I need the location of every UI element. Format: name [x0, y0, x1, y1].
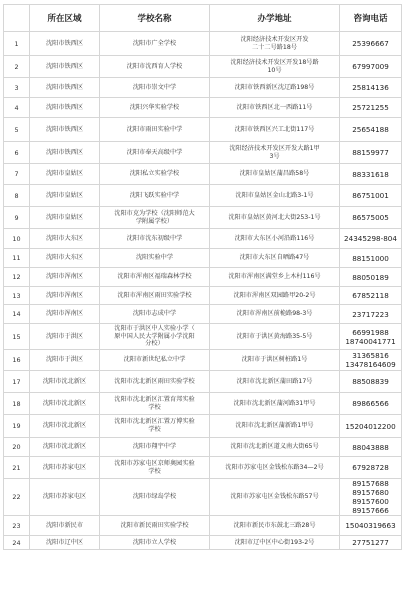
- school-name-cell: 沈阳市绿岛学校: [100, 479, 210, 516]
- phone-cell: 25654188: [340, 118, 402, 142]
- table-row: [4, 371, 402, 393]
- school-name-cell: 沈阳兴华实验学校: [100, 98, 210, 118]
- address-cell: 沈阳市沈北新区蒲田路17号: [210, 371, 340, 393]
- address-cell: 沈阳市铁西新区沈辽路198号: [210, 78, 340, 98]
- school-name-cell: 沈阳市沈西育人学校: [100, 56, 210, 78]
- school-name-cell: 沈阳飞跃实验中学: [100, 185, 210, 207]
- index-cell: 3: [4, 78, 30, 98]
- address-cell: 沈阳市浑南区双园路甲20-2号: [210, 287, 340, 305]
- address-cell: 沈阳市浑南区前桅路98-3号: [210, 305, 340, 324]
- index-cell: 10: [4, 229, 30, 249]
- table-row: [4, 229, 402, 249]
- header-index: [4, 5, 30, 32]
- address-cell: 沈阳市铁西区北一西路11号: [210, 98, 340, 118]
- address-cell: 沈阳市苏家屯区金钱松东路57号: [210, 479, 340, 516]
- index-cell: 21: [4, 457, 30, 479]
- table-row: [4, 268, 402, 287]
- header-address: 办学地址: [210, 5, 340, 32]
- index-cell: 12: [4, 268, 30, 287]
- address-cell: 沈阳市浑南区满堂乡上木村116号: [210, 268, 340, 287]
- school-name-cell: 沈阳市沈东初级中学: [100, 229, 210, 249]
- table-row: [4, 56, 402, 78]
- index-cell: 2: [4, 56, 30, 78]
- district-cell: 沈阳市沈北新区: [30, 371, 100, 393]
- address-cell: 沈阳市皇姑区金山北路3-1号: [210, 185, 340, 207]
- table-header-row: [4, 5, 402, 32]
- phone-cell: 88151000: [340, 249, 402, 268]
- phone-cell: 25721255: [340, 98, 402, 118]
- index-cell: 9: [4, 207, 30, 229]
- school-name-cell: 沈阳市沈北新区汇置育邦实验 学校: [100, 393, 210, 415]
- address-cell: 沈阳市沈北新区道义南大街65号: [210, 438, 340, 457]
- district-cell: 沈阳市沈北新区: [30, 415, 100, 438]
- address-cell: 沈阳市铁西区兴工北街117号: [210, 118, 340, 142]
- address-cell: 沈阳市辽中区中心街193-2号: [210, 536, 340, 550]
- school-name-cell: 沈阳市翔宇中学: [100, 438, 210, 457]
- index-cell: 6: [4, 142, 30, 164]
- table-row: [4, 438, 402, 457]
- phone-cell: 66991988 18740041771: [340, 324, 402, 350]
- address-cell: 沈阳市新民市东鼓北三路28号: [210, 516, 340, 536]
- phone-cell: 67997009: [340, 56, 402, 78]
- district-cell: 沈阳市铁西区: [30, 56, 100, 78]
- district-cell: 沈阳市大东区: [30, 249, 100, 268]
- phone-cell: 15204012200: [340, 415, 402, 438]
- district-cell: 沈阳市于洪区: [30, 324, 100, 350]
- index-cell: 24: [4, 536, 30, 550]
- school-name-cell: 沈阳市雨田实验中学: [100, 118, 210, 142]
- address-cell: 沈阳市沈北新区蒲河路31甲号: [210, 393, 340, 415]
- school-name-cell: 沈阳市沈北新区汇置万博实验 学校: [100, 415, 210, 438]
- phone-cell: 24345298-804: [340, 229, 402, 249]
- district-cell: 沈阳市铁西区: [30, 78, 100, 98]
- header-district: 所在区域: [30, 5, 100, 32]
- address-cell: 沈阳市苏家屯区金钱松东路34—2号: [210, 457, 340, 479]
- district-cell: 沈阳市苏家屯区: [30, 479, 100, 516]
- district-cell: 沈阳市新民市: [30, 516, 100, 536]
- phone-cell: 88331618: [340, 164, 402, 185]
- index-cell: 5: [4, 118, 30, 142]
- index-cell: 4: [4, 98, 30, 118]
- school-name-cell: 沈阳市沈北新区雨田实验学校: [100, 371, 210, 393]
- school-name-cell: 沈阳市苏家屯区京师奥园实验 学校: [100, 457, 210, 479]
- phone-cell: 88050189: [340, 268, 402, 287]
- index-cell: 20: [4, 438, 30, 457]
- school-name-cell: 沈阳市志成中学: [100, 305, 210, 324]
- district-cell: 沈阳市浑南区: [30, 305, 100, 324]
- table-row: [4, 457, 402, 479]
- school-name-cell: 沈阳市于洪区中人实验小学（ 原中国人民大学附属小学沈阳 分校）: [100, 324, 210, 350]
- district-cell: 沈阳市沈北新区: [30, 393, 100, 415]
- school-name-cell: 沈阳市新世纪私立中学: [100, 350, 210, 371]
- phone-cell: 86575005: [340, 207, 402, 229]
- phone-cell: 15040319663: [340, 516, 402, 536]
- school-table: [3, 4, 402, 550]
- district-cell: 沈阳市皇姑区: [30, 164, 100, 185]
- district-cell: 沈阳市浑南区: [30, 268, 100, 287]
- table-row: [4, 287, 402, 305]
- table-row: [4, 32, 402, 56]
- school-list-sheet: [3, 4, 403, 604]
- school-name-cell: 沈阳市克为学校（沈阳师范大 学附属学校）: [100, 207, 210, 229]
- district-cell: 沈阳市皇姑区: [30, 185, 100, 207]
- index-cell: 8: [4, 185, 30, 207]
- address-cell: 沈阳经济技术开发区开发大路1甲 3号: [210, 142, 340, 164]
- table-row: [4, 249, 402, 268]
- school-name-cell: 沈阳实验中学: [100, 249, 210, 268]
- table-row: [4, 350, 402, 371]
- address-cell: 沈阳市沈北新区蒲新路1甲号: [210, 415, 340, 438]
- table-row: [4, 415, 402, 438]
- phone-cell: 88508839: [340, 371, 402, 393]
- district-cell: 沈阳市浑南区: [30, 287, 100, 305]
- district-cell: 沈阳市铁西区: [30, 98, 100, 118]
- index-cell: 23: [4, 516, 30, 536]
- table-row: [4, 305, 402, 324]
- school-name-cell: 沈阳市立人学校: [100, 536, 210, 550]
- index-cell: 11: [4, 249, 30, 268]
- school-name-cell: 沈阳市浑南区雨田实验学校: [100, 287, 210, 305]
- school-name-cell: 沈阳市崇文中学: [100, 78, 210, 98]
- index-cell: 14: [4, 305, 30, 324]
- table-row: [4, 393, 402, 415]
- table-row: [4, 479, 402, 516]
- address-cell: 沈阳市于洪区树桩路1号: [210, 350, 340, 371]
- phone-cell: 89866566: [340, 393, 402, 415]
- district-cell: 沈阳市大东区: [30, 229, 100, 249]
- index-cell: 7: [4, 164, 30, 185]
- phone-cell: 25814136: [340, 78, 402, 98]
- address-cell: 沈阳经济技术开发区开发18号路 10号: [210, 56, 340, 78]
- phone-cell: 67852118: [340, 287, 402, 305]
- address-cell: 沈阳市大东区自晒路47号: [210, 249, 340, 268]
- district-cell: 沈阳市铁西区: [30, 32, 100, 56]
- phone-cell: 25396667: [340, 32, 402, 56]
- district-cell: 沈阳市铁西区: [30, 118, 100, 142]
- phone-cell: 89157688 89157680 89157600 89157666: [340, 479, 402, 516]
- district-cell: 沈阳市皇姑区: [30, 207, 100, 229]
- phone-cell: 88159977: [340, 142, 402, 164]
- table-row: [4, 98, 402, 118]
- index-cell: 1: [4, 32, 30, 56]
- district-cell: 沈阳市于洪区: [30, 350, 100, 371]
- table-row: [4, 324, 402, 350]
- table-row: [4, 164, 402, 185]
- table-row: [4, 142, 402, 164]
- table-row: [4, 516, 402, 536]
- index-cell: 19: [4, 415, 30, 438]
- phone-cell: 86751001: [340, 185, 402, 207]
- table-body: [4, 32, 402, 550]
- index-cell: 15: [4, 324, 30, 350]
- address-cell: 沈阳市皇姑区蒲昌路58号: [210, 164, 340, 185]
- school-name-cell: 沈阳市广全学校: [100, 32, 210, 56]
- phone-cell: 67928728: [340, 457, 402, 479]
- index-cell: 16: [4, 350, 30, 371]
- school-name-cell: 沈阳市新民雨田实验学校: [100, 516, 210, 536]
- index-cell: 22: [4, 479, 30, 516]
- table-row: [4, 207, 402, 229]
- phone-cell: 23717223: [340, 305, 402, 324]
- school-name-cell: 沈阳私立实验学校: [100, 164, 210, 185]
- header-phone: 咨询电话: [340, 5, 402, 32]
- table-row: [4, 78, 402, 98]
- index-cell: 18: [4, 393, 30, 415]
- district-cell: 沈阳市苏家屯区: [30, 457, 100, 479]
- address-cell: 沈阳经济技术开发区开发 二十二号路18号: [210, 32, 340, 56]
- index-cell: 17: [4, 371, 30, 393]
- header-school-name: 学校名称: [100, 5, 210, 32]
- school-name-cell: 沈阳市奉天高级中学: [100, 142, 210, 164]
- table-row: [4, 185, 402, 207]
- phone-cell: 88043888: [340, 438, 402, 457]
- address-cell: 沈阳市大东区小河沿路116号: [210, 229, 340, 249]
- phone-cell: 31365816 13478164609: [340, 350, 402, 371]
- address-cell: 沈阳市皇姑区黄河北大街253-1号: [210, 207, 340, 229]
- district-cell: 沈阳市沈北新区: [30, 438, 100, 457]
- district-cell: 沈阳市辽中区: [30, 536, 100, 550]
- school-name-cell: 沈阳市浑南区福瑞森林学校: [100, 268, 210, 287]
- table-row: [4, 118, 402, 142]
- district-cell: 沈阳市铁西区: [30, 142, 100, 164]
- address-cell: 沈阳市于洪区黄海路35-5号: [210, 324, 340, 350]
- phone-cell: 27751277: [340, 536, 402, 550]
- table-row: [4, 536, 402, 550]
- index-cell: 13: [4, 287, 30, 305]
